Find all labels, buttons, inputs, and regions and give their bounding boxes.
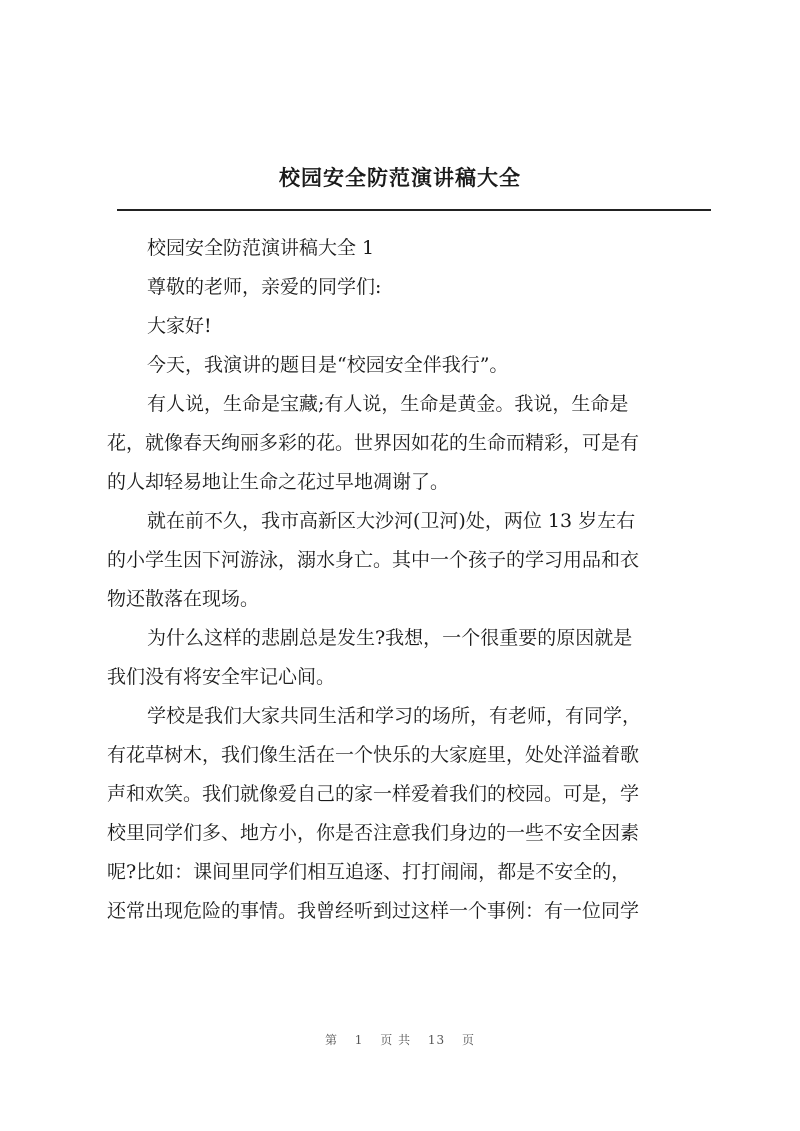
text-line: 尊敬的老师，亲爱的同学们: [147,276,382,298]
text-line: 学校是我们大家共同生活和学习的场所，有老师，有同学， [147,705,642,727]
paragraph [107,619,707,697]
footer-page-number: 1 [354,1033,364,1047]
text-line: 有人说，生命是宝藏;有人说，生命是黄金。我说，生命是 [147,393,629,415]
text-line: 校园安全防范演讲稿大全 1 [147,237,375,259]
title-divider [117,209,711,211]
text-line: 声和欢笑。我们就像爱自己的家一样爱着我们的校园。可是，学 [107,783,640,805]
text-line: 今天，我演讲的题目是“校园安全伴我行”。 [147,354,509,376]
footer-middle: 页 共 [380,1033,412,1047]
paragraph [107,385,707,502]
text-line: 还常出现危险的事情。我曾经听到过这样一个事例：有一位同学 [107,900,640,922]
text-line: 的人却轻易地让生命之花过早地凋谢了。 [107,471,450,493]
page-footer [0,1031,800,1048]
footer-suffix: 页 [462,1033,476,1047]
paragraph [107,502,707,619]
paragraph [107,307,707,346]
paragraph [107,229,707,268]
text-line: 我们没有将安全牢记心间。 [107,666,336,688]
text-line: 就在前不久，我市高新区大沙河(卫河)处，两位 13 岁左右 [147,510,636,532]
text-line: 花，就像春天绚丽多彩的花。世界因如花的生命而精彩，可是有 [107,432,640,454]
text-line: 物还散落在现场。 [107,588,260,610]
text-line: 为什么这样的悲剧总是发生?我想，一个很重要的原因就是 [147,627,633,649]
text-line: 有花草树木，我们像生活在一个快乐的大家庭里，处处洋溢着歌 [107,744,640,766]
footer-prefix: 第 [324,1033,338,1047]
text-line: 校里同学们多、地方小，你是否注意我们身边的一些不安全因素 [107,822,640,844]
text-line: 呢?比如：课间里同学们相互追逐、打打闹闹，都是不安全的， [107,861,631,883]
paragraph [107,346,707,385]
paragraph [107,697,707,931]
page-title: 校园安全防范演讲稿大全 [279,165,521,190]
text-line: 大家好! [147,315,212,337]
text-line: 的小学生因下河游泳，溺水身亡。其中一个孩子的学习用品和衣 [107,549,640,571]
paragraph [107,268,707,307]
document-body [107,229,707,931]
footer-total-pages: 13 [427,1033,446,1047]
